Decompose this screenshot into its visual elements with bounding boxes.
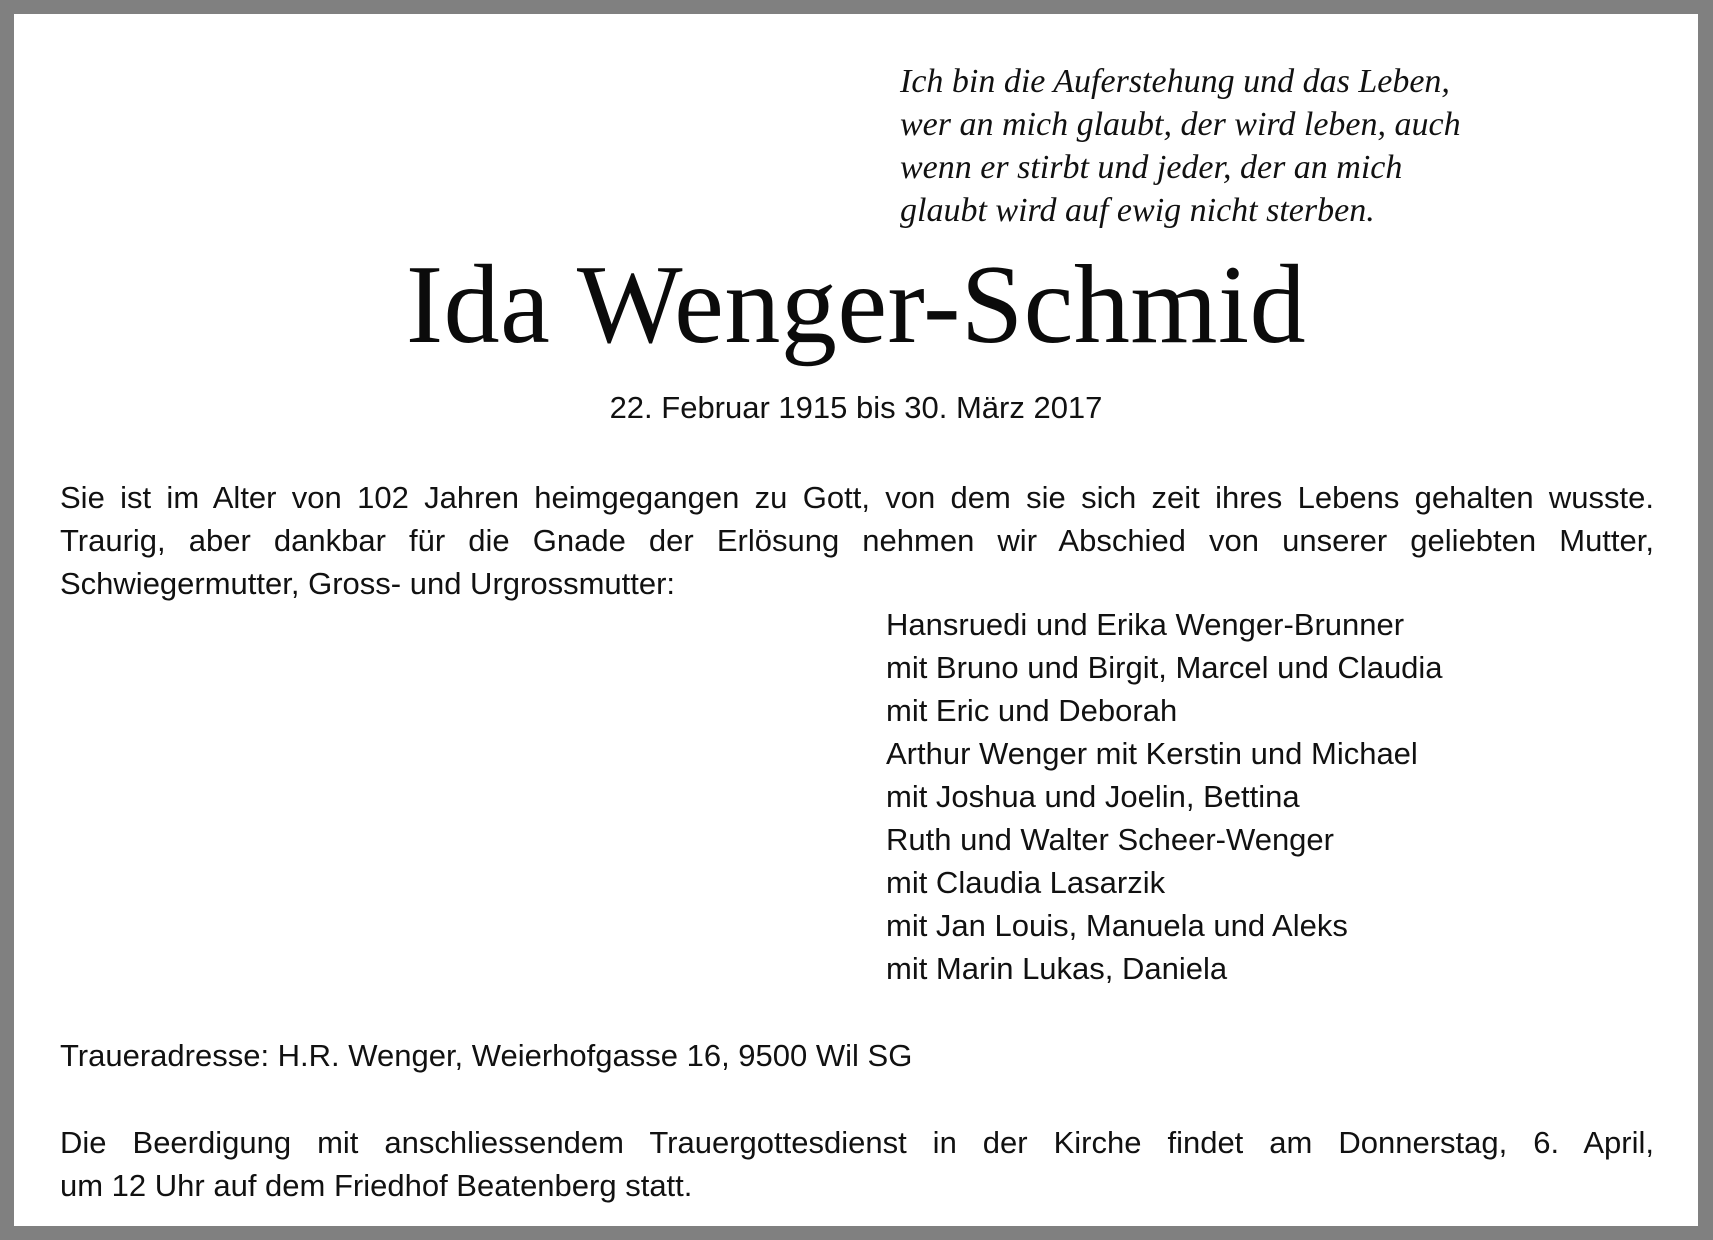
family-line: Ruth und Walter Scheer-Wenger <box>886 822 1334 857</box>
family-line: mit Claudia Lasarzik <box>886 865 1166 900</box>
intro-paragraph <box>60 476 1654 605</box>
funeral-notice <box>60 1121 1654 1207</box>
funeral-line: um 12 Uhr auf dem Friedhof Beatenberg statt. <box>60 1168 693 1203</box>
family-line: mit Jan Louis, Manuela und Aleks <box>886 908 1348 943</box>
family-line: mit Bruno und Birgit, Marcel und Claudia <box>886 650 1443 685</box>
intro-line: Traurig, aber dankbar für die Gnade der Erlösung nehmen wir Abschied von unserer geliebten Mutter, <box>60 523 1654 558</box>
bible-verse <box>900 60 1461 232</box>
verse-line: glaubt wird auf ewig nicht sterben. <box>900 192 1375 229</box>
family-line: Hansruedi und Erika Wenger-Brunner <box>886 607 1405 642</box>
mourning-address: Traueradresse: H.R. Wenger, Weierhofgasse 16, 9500 Wil SG <box>60 1038 913 1073</box>
obituary-notice <box>14 14 1698 1226</box>
family-line: mit Marin Lukas, Daniela <box>886 951 1228 986</box>
family-list <box>886 603 1443 990</box>
family-line: mit Joshua und Joelin, Bettina <box>886 779 1300 814</box>
verse-line: wer an mich glaubt, der wird leben, auch <box>900 106 1461 143</box>
deceased-name: Ida Wenger-Schmid <box>405 243 1307 367</box>
family-line: mit Eric und Deborah <box>886 693 1178 728</box>
family-line: Arthur Wenger mit Kerstin und Michael <box>886 736 1418 771</box>
life-dates: 22. Februar 1915 bis 30. März 2017 <box>609 390 1103 425</box>
verse-line: Ich bin die Auferstehung und das Leben, <box>900 63 1450 100</box>
intro-line: Sie ist im Alter von 102 Jahren heimgegangen zu Gott, von dem sie sich zeit ihres Lebens gehalten wusste. <box>60 480 1654 515</box>
verse-line: wenn er stirbt und jeder, der an mich <box>900 149 1403 186</box>
intro-line: Schwiegermutter, Gross- und Urgrossmutter: <box>60 566 676 601</box>
funeral-line: Die Beerdigung mit anschliessendem Trauergottesdienst in der Kirche findet am Donnerstag, 6. April, <box>60 1125 1654 1160</box>
